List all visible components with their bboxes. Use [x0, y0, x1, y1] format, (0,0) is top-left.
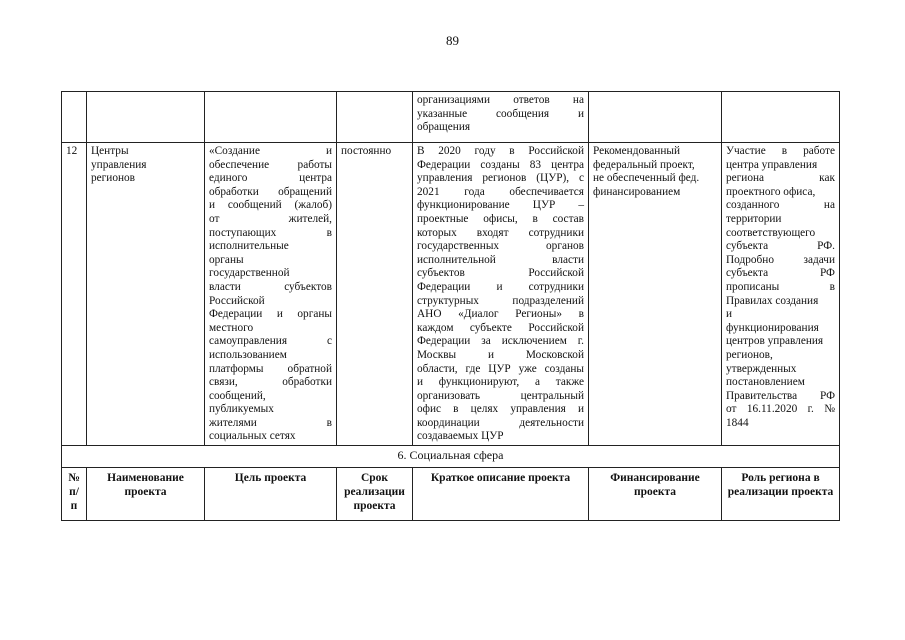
header-goal: Цель проекта	[205, 467, 337, 520]
text-line: субъектов Российской	[417, 267, 584, 280]
header-term: Срок реализации проекта	[337, 467, 413, 520]
text-line: управления регионов (ЦУР), с	[417, 172, 584, 185]
text-line: субъекта РФ.	[726, 240, 835, 253]
text-line: Центры	[91, 145, 129, 157]
text-line: постановлением	[726, 376, 805, 389]
text-line: области, где ЦУР уже созданы	[417, 362, 584, 375]
header-name: Наименование проекта	[87, 467, 205, 520]
projects-table	[61, 91, 840, 521]
text-line: Участие в работе	[726, 145, 835, 157]
text-line: регионов,	[726, 348, 773, 361]
text-line: обращения	[417, 121, 471, 134]
text-line: управления	[91, 158, 147, 171]
page-number: 89	[446, 33, 459, 48]
text-line: обеспечение работы	[209, 158, 332, 171]
text-line: региона как	[726, 172, 835, 185]
text-line: Правилах создания	[726, 294, 819, 307]
text-line: 2021 года обеспечивается	[417, 185, 584, 198]
text-line: и сообщений (жалоб)	[209, 199, 332, 212]
text-line: органы	[209, 253, 244, 266]
text-line: утвержденных	[726, 362, 797, 375]
section-title: 6. Социальная сфера	[62, 446, 840, 468]
table-row-12	[62, 143, 840, 446]
text-line: государственных органов	[417, 240, 584, 253]
text-line: Федерации за исключением г.	[417, 335, 584, 348]
text-line: государственной	[209, 267, 290, 280]
text-line: В 2020 году в Российской	[417, 145, 584, 157]
text-line: центров управления	[726, 335, 824, 348]
text-line: местного	[209, 321, 254, 334]
text-line: Подробно задачи	[726, 253, 835, 266]
text-line: публикуемых	[209, 403, 274, 416]
project-name	[87, 143, 205, 446]
text-line: центра управления	[726, 158, 818, 171]
text-line: Федерации и органы	[209, 308, 332, 321]
text-line: от жителей,	[209, 212, 332, 225]
text-line: жителями в	[209, 416, 332, 429]
text-line: связи, обработки	[209, 376, 332, 389]
text-line: платформы обратной	[209, 362, 332, 375]
text-line: соответствующего	[726, 226, 816, 239]
project-term	[337, 143, 413, 446]
continuation-row	[62, 92, 840, 143]
header-number: № п/п	[62, 467, 87, 520]
project-goal	[205, 143, 337, 446]
text-line: обработки обращений	[209, 185, 332, 198]
text-line: проектного офиса,	[726, 185, 816, 198]
header-financing: Финансирование проекта	[589, 467, 722, 520]
text-line: регионов	[91, 172, 136, 185]
text-line: организовать центральный	[417, 389, 584, 402]
text-line: постоянно	[341, 145, 392, 157]
text-line: и	[726, 308, 733, 321]
text-line: структурных подразделений	[417, 294, 584, 307]
text-line: Москвы и Московской	[417, 348, 584, 361]
cell-description	[413, 92, 589, 143]
text-line: власти субъектов	[209, 280, 332, 293]
text-line: АНО «Диалог Регионы» в	[417, 308, 584, 321]
text-line: функционирования	[726, 321, 819, 334]
cell-goal	[205, 92, 337, 143]
table-header-row	[62, 467, 840, 520]
cell-term	[337, 92, 413, 143]
text-line: территории	[726, 212, 782, 225]
cell-number	[62, 92, 87, 143]
text-line: финансированием	[593, 185, 681, 198]
text-line: каждом субъекте Российской	[417, 321, 584, 334]
text-line: создаваемых ЦУР	[417, 430, 504, 443]
text-line: Федерации созданы 83 центра	[417, 158, 584, 171]
row-number: 12	[62, 143, 87, 446]
text-line: единого центра	[209, 172, 332, 185]
text-line: офис в целях управления и	[417, 403, 584, 416]
text-line: субъекта РФ	[726, 267, 835, 280]
text-line: поступающих в	[209, 226, 332, 239]
text-line: самоуправления с	[209, 335, 332, 348]
text-line: и функционируют, а также	[417, 376, 584, 389]
text-line: использованием	[209, 348, 287, 361]
project-role	[722, 143, 840, 446]
cell-role	[722, 92, 840, 143]
section-row	[62, 446, 840, 468]
text-line: указанные сообщения и	[417, 107, 584, 120]
text-line: Правительства РФ	[726, 389, 835, 402]
text-line: Российской	[209, 294, 265, 307]
cell-name	[87, 92, 205, 143]
cell-financing	[589, 92, 722, 143]
text-line: от 16.11.2020 г. №	[726, 403, 835, 416]
header-role: Роль региона в реализации проекта	[722, 467, 840, 520]
text-line: созданного на	[726, 199, 835, 212]
text-line: сообщений,	[209, 389, 266, 402]
text-line: которых входят сотрудники	[417, 226, 584, 239]
project-description	[413, 143, 589, 446]
text-line: федеральный проект,	[593, 158, 695, 171]
text-line: «Создание и	[209, 145, 332, 157]
text-line: организациями ответов на	[417, 94, 584, 106]
text-line: Федерации и сотрудники	[417, 280, 584, 293]
text-line: прописаны в	[726, 280, 835, 293]
text-line: Рекомендованный	[593, 145, 681, 157]
text-line: проектные офисы, в состав	[417, 212, 584, 225]
project-financing	[589, 143, 722, 446]
text-line: исполнительной власти	[417, 253, 584, 266]
text-line: координации деятельности	[417, 416, 584, 429]
text-line: не обеспеченный фед.	[593, 172, 700, 185]
text-line: 1844	[726, 416, 749, 429]
text-line: функционирование ЦУР –	[417, 199, 584, 212]
text-line: исполнительные	[209, 240, 289, 253]
header-description: Краткое описание проекта	[413, 467, 589, 520]
text-line: социальных сетях	[209, 430, 296, 443]
